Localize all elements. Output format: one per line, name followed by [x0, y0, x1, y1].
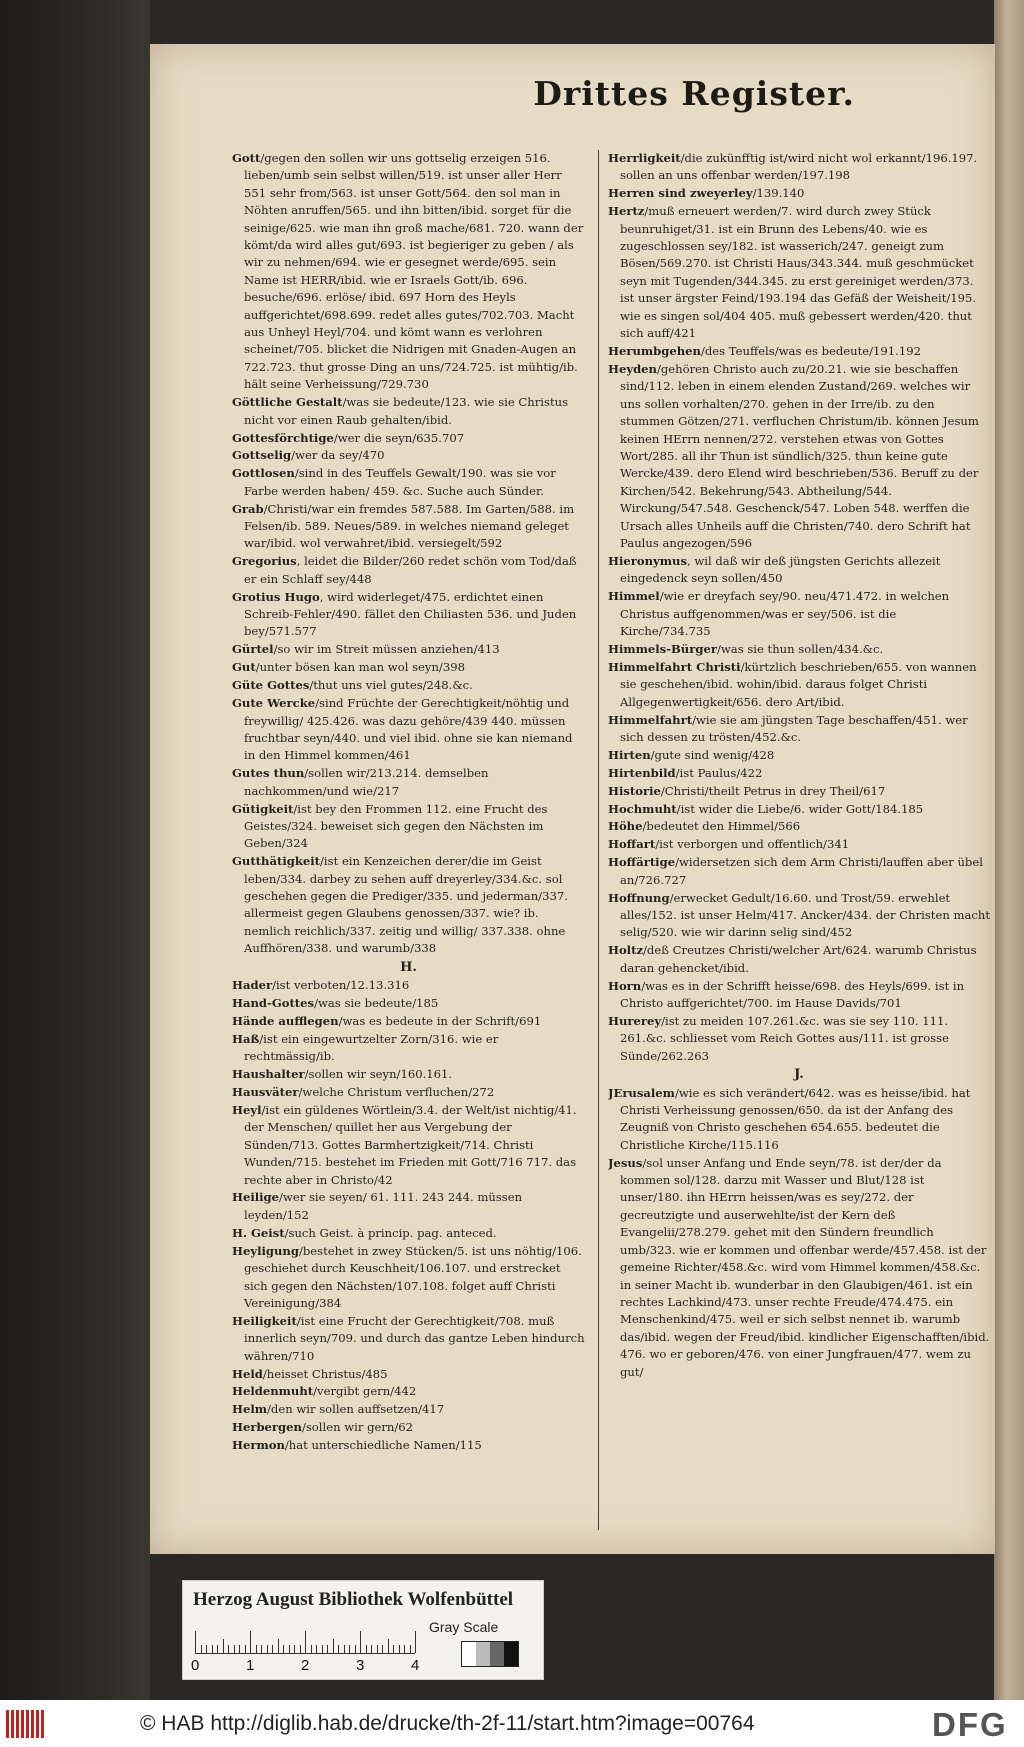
index-entry: Heilige/wer sie seyen/ 61. 111. 243 244. müssen leyden/152: [232, 1190, 523, 1222]
ruler-tick: [212, 1645, 213, 1653]
ruler-tick: [228, 1645, 229, 1653]
book-page: [150, 44, 995, 1554]
index-entry: Gütigkeit/ist bey den Frommen 112. eine Frucht des Geistes/324. beweiset sich gegen den Nächsten im Geben/324: [232, 801, 548, 851]
ruler-tick: [333, 1639, 334, 1653]
ruler-tick: [404, 1645, 405, 1653]
index-entry: Jesus/sol unser Anfang und Ende seyn/78. ist der/der da kommen sol/128. darzu mit Wasser und Blut/128 ist unser/180. ihn HErrn heissen/was es sey/272. der gecreutzigte und auserwehlte/ist der Kern deß Evangelii/278.279. gehet mit den Sündern freundlich umb/323. wie er kommen und offenbar werde/457.458. ist der gemeine Richter/458.&c. wird vom Himmel kommen/458.&c. in seiner Macht ib. wunderbar in den Glaubigen/461. ist ein rechtes Lachkind/473. unser rechte Freude/474.475. ein Menschenkind/475. weil er sich selbst nennet ib. warumb das/ibid. wegen der Freud/ibid. kindlicher Eigenschafften/ibid. 476. wo er geboren/476. von einer Jungfrauen/477. wem zu gut/: [608, 1155, 990, 1379]
entry-headword: Himmelfahrt Christi: [608, 659, 741, 674]
ruler-tick: [267, 1645, 268, 1653]
index-entry: Gutthätigkeit/ist ein Kenzeichen derer/die im Geist leben/334. darbey zu sehen auff dreyerley/334.&c. sol geschehen gegen die Prediger/335. und jederman/337. allermeist gegen Glaubens genossen/337. wie? ib. nemlich reichlich/337. zeitig und willig/ 337.338. ohne Auffhören/338. und warumb/338: [232, 854, 568, 956]
entry-headword: Haß: [232, 1031, 260, 1046]
ruler-tick: [201, 1645, 202, 1653]
ruler-tick: [366, 1645, 367, 1653]
ruler-tick: [393, 1645, 394, 1653]
index-entry: Hader/ist verboten/12.13.316: [232, 978, 410, 993]
index-entry: Himmelfahrt/wie sie am jüngsten Tage beschaffen/451. wer sich dessen zu trösten/452.&c.: [608, 712, 968, 744]
index-entry: Heiligkeit/ist eine Frucht der Gerechtigkeit/708. muß innerlich seyn/709. und durch das gantze Leben hindurch währen/710: [232, 1313, 585, 1363]
index-entry: Gürtel/so wir im Streit müssen anziehen/413: [232, 642, 500, 657]
dfg-logo: DFG: [932, 1706, 1008, 1743]
entry-headword: Gute Wercke: [232, 696, 316, 711]
entry-headword: Gottlosen: [232, 466, 295, 481]
index-entry: Hand-Gottes/was sie bedeute/185: [232, 996, 439, 1010]
column-divider: [598, 150, 599, 1530]
scan-background-left: [0, 0, 150, 1700]
index-entry: Herbergen/sollen wir gern/62: [232, 1420, 414, 1435]
index-entry: Höhe/bedeutet den Himmel/566: [608, 819, 801, 834]
entry-headword: Jesus: [608, 1155, 643, 1170]
section-letter: H.: [400, 959, 417, 975]
entry-headword: Himmelfahrt: [608, 712, 693, 727]
entry-headword: Güte Gottes: [232, 678, 310, 693]
ruler-tick: [300, 1645, 301, 1653]
ruler-tick: [382, 1645, 383, 1653]
index-entry: Himmel/wie er dreyfach sey/90. neu/471.472. in welchen Christus auffgenommen/was er sey/506. ist die Kirche/734.735: [608, 589, 950, 638]
ruler-tick: [294, 1645, 295, 1653]
ruler-tick: [371, 1645, 372, 1653]
index-entry: Göttliche Gestalt/was sie bedeute/123. wie sie Christus nicht vor einen Raub gehalten/ibid.: [232, 395, 569, 427]
entry-headword: Hirten: [608, 747, 651, 762]
entry-headword: Hurerey: [608, 1013, 662, 1028]
entry-headword: Gürtel: [232, 642, 274, 657]
index-entry: Horn/was es in der Schrifft heisse/698. des Heyls/699. ist in Christo auffgerichtet/700. im Hause Davids/701: [608, 978, 965, 1010]
entry-headword: Hände aufflegen: [232, 1013, 339, 1028]
index-entry: Gute Wercke/sind Früchte der Gerechtigkeit/nöhtig und freywillig/ 425.426. was dazu gehöre/439 440. müssen fruchtbar seyn/440. und viel ibid. ohne sie kan niemand in den Himmel kommen/461: [232, 696, 573, 763]
entry-headword: Hader: [232, 978, 273, 993]
ruler-tick: [217, 1645, 218, 1653]
index-entry: Herren sind zweyerley/139.140: [608, 186, 805, 201]
index-entry: Held/heisset Christus/485: [232, 1366, 388, 1381]
index-entry: Heyligung/bestehet in zwey Stücken/5. ist uns nöhtig/106. geschiehet durch Keuschheit/106.107. und erstrecket sich gegen den Nächsten/107.108. folget auff Christi Vereinigung/384: [232, 1243, 582, 1310]
index-entry: Gott/gegen den sollen wir uns gottselig erzeigen 516. lieben/umb sein selbst willen/519. ist unser aller Herr 551 sehr from/563. ist unser Gott/564. den sol man in Nöhten anruffen/565. und ihn bitten/ibid. sorget für die seinige/625. wie man ihn groß mache/681. 720. wann der kömt/da wird alles gut/693. ist begieriger zu geben / als wir zu nehmen/694. wie er gesegnet werde/695. sein Name ist HERR/ibid. wie er Israels Gott/ib. 696. besuche/696. erlöse/ ibid. 697 Horn des Heyls auffgerichtet/698.699. redet alles gutes/702.703. Macht aus Unheyl Heyl/704. und kömt wann es verlohren scheinet/705. blicket die Nidrigen mit Gnaden-Augen an 722.723. thut grosse Ding an uns/724.725. ist mühtig/ib. hält seine Verheissung/729.730: [232, 151, 584, 392]
stamp-title: Herzog August Bibliothek Wolfenbüttel: [193, 1589, 514, 1610]
index-entry: JErusalem/wie es sich verändert/642. was es heisse/ibid. hat Christi Verheissung genossen/650. da ist der Anfang des Zeugniß von Christo geschehen 654.655. bedeutet die Christliche Kirche/115.116: [608, 1085, 971, 1152]
hab-logo-icon: [6, 1710, 46, 1738]
ruler-tick: [415, 1631, 416, 1653]
ruler-tick: [305, 1631, 306, 1653]
ruler-tick: [289, 1645, 290, 1653]
index-entry: Hoffärtige/widersetzen sich dem Arm Christi/lauffen aber übel an/726.727: [608, 855, 983, 887]
ruler-tick: [261, 1645, 262, 1653]
ruler-tick: [239, 1645, 240, 1653]
entry-headword: Gutthätigkeit: [232, 854, 321, 869]
index-entry: Hertz/muß erneuert werden/7. wird durch zwey Stück beunruhiget/31. ist ein Brunn des Lebens/40. wie es zugeschlossen sey/182. ist wasserich/247. geneigt zum Bösen/569.270. ist Christi Haus/343.344. muß geschmücket seyn mit Tugenden/344.345. zu erst gereiniget werden/373. ist unser ärgster Feind/193.194 das Gefäß der Weisheit/195. wie es singen sol/404 405. muß gebessert werden/420. thut sich auff/421: [608, 204, 977, 341]
entry-headword: Helm: [232, 1402, 268, 1417]
ruler-tick: [360, 1631, 361, 1653]
index-entry: Hoffnung/erwecket Gedult/16.60. und Trost/59. erwehlet alles/152. ist unser Helm/417. Ancker/434. der Christen macht selig/520. wie wir darinn selig sind/452: [608, 890, 990, 940]
index-entry: Helm/den wir sollen auffsetzen/417: [232, 1402, 445, 1417]
scale-number: 2: [301, 1657, 310, 1674]
entry-headword: Hieronymus: [608, 553, 687, 568]
entry-headword: Horn: [608, 978, 642, 993]
ruler-tick: [316, 1645, 317, 1653]
entry-headword: Heldenmuht: [232, 1384, 314, 1399]
index-entry: Hermon/hat unterschiedliche Namen/115: [232, 1438, 482, 1453]
entry-headword: Höhe: [608, 819, 643, 834]
scale-number: 3: [356, 1657, 365, 1674]
index-entry: Hochmuht/ist wider die Liebe/6. wider Gott/184.185: [608, 801, 924, 816]
entry-headword: Hand-Gottes: [232, 996, 315, 1010]
ruler-tick: [195, 1631, 196, 1653]
ruler-tick: [206, 1645, 207, 1653]
entry-headword: Hoffnung: [608, 890, 670, 905]
index-entry: Haß/ist ein eingewurtzelter Zorn/316. wie er rechtmässig/ib.: [232, 1031, 499, 1064]
footer-bar: [0, 1700, 1024, 1747]
index-entry: Hirten/gute sind wenig/428: [608, 747, 775, 762]
entry-headword: Gut: [232, 660, 256, 675]
entry-headword: Herbergen: [232, 1420, 302, 1435]
entry-headword: Grab: [232, 501, 264, 516]
ruler-tick: [355, 1645, 356, 1653]
ruler-tick: [283, 1645, 284, 1653]
entry-headword: Gottselig: [232, 448, 292, 463]
ruler-tick: [349, 1645, 350, 1653]
index-entry: Herumbgehen/des Teuffels/was es bedeute/191.192: [608, 343, 921, 358]
entry-headword: Hochmuht: [608, 801, 677, 816]
entry-headword: Himmels-Bürger: [608, 641, 717, 656]
section-letter: J.: [794, 1067, 804, 1083]
entry-headword: Gott: [232, 151, 261, 165]
index-entry: Hände aufflegen/was es bedeute in der Schrift/691: [232, 1013, 542, 1028]
entry-headword: Heilige: [232, 1190, 280, 1205]
index-entry: Heyden/gehören Christo auch zu/20.21. wie sie beschaffen sind/112. leben in einem elenden Zustand/269. welches wir uns sollen vorhalten/270. gehen in der Irre/ib. zu den stummen Götzen/271. verfluchen Christum/ib. können Jesum keinen HErrn nennen/272. verstehen etwas von Gottes Wort/285. all ihr Thun ist sündlich/325. thun keine gute Wercke/439. dero Elend wird beschrieben/536. Beruff zu der Kirchen/542. Bekehrung/543. Abtheilung/544. Wirckung/547.548. Geschenck/547. Loben 548. werffen die Ursach alles Unheils auff die Christen/740. dero Schrift hat Paulus angezogen/596: [608, 361, 979, 550]
index-entry: Gottlosen/sind in des Teuffels Gewalt/190. was sie vor Farbe werden haben/ 459. &c. Suche auch Sünder.: [232, 466, 556, 498]
ruler-tick: [234, 1645, 235, 1653]
ruler-tick: [388, 1639, 389, 1653]
index-entry: Heyl/ist ein güldenes Wörtlein/3.4. der Welt/ist nichtig/41. der Menschen/ quillet her aus Vergebung der Sünden/713. Gottes Barmhertzigkeit/714. Christi Wunden/715. bestehet im Frieden mit Gott/716 717. das rechte aber in Christo/42: [232, 1102, 577, 1187]
gray-scale-swatch: [461, 1641, 519, 1667]
index-entry: Himmels-Bürger/was sie thun sollen/434.&c.: [608, 641, 884, 656]
scale-number: 1: [246, 1657, 255, 1674]
entry-headword: JErusalem: [608, 1085, 675, 1100]
entry-headword: Heiligkeit: [232, 1313, 297, 1328]
entry-headword: Grotius Hugo: [232, 589, 320, 604]
index-entry: Gut/unter bösen kan man wol seyn/398: [232, 660, 465, 675]
ruler-tick: [223, 1639, 224, 1653]
entry-headword: Herumbgehen: [608, 343, 701, 358]
entry-headword: Hirtenbild: [608, 765, 676, 780]
ruler-tick: [250, 1631, 251, 1653]
index-entry: Holtz/deß Creutzes Christi/welcher Art/624. warumb Christus daran gehencket/ibid.: [608, 943, 977, 975]
entry-headword: Heyligung: [232, 1243, 299, 1258]
entry-headword: Holtz: [608, 943, 644, 958]
ruler-tick: [344, 1645, 345, 1653]
entry-headword: Hermon: [232, 1438, 285, 1453]
index-entry: Hieronymus, wil daß wir deß jüngsten Gerichts allezeit eingedenck seyn sollen/450: [608, 553, 941, 586]
entry-headword: Gutes thun: [232, 766, 305, 781]
index-entry: Hirtenbild/ist Paulus/422: [608, 765, 763, 780]
entry-headword: Hoffärtige: [608, 855, 676, 870]
index-entry: Herrligkeit/die zukünfftig ist/wird nicht wol erkannt/196.197. sollen an uns offenbar werden/197.198: [608, 151, 978, 183]
index-entry: Hoffart/ist verborgen und offentlich/341: [608, 837, 850, 852]
ruler-tick: [272, 1645, 273, 1653]
entry-headword: Herrligkeit: [608, 151, 681, 165]
ruler-tick: [377, 1645, 378, 1653]
index-entry: Haushalter/sollen wir seyn/160.161.: [232, 1067, 453, 1082]
index-entry: Gottesförchtige/wer die seyn/635.707: [232, 430, 465, 445]
ruler-tick: [410, 1645, 411, 1653]
entry-headword: Gottesförchtige: [232, 430, 334, 445]
ruler-tick: [338, 1645, 339, 1653]
scale-ruler: [195, 1623, 415, 1654]
index-entry: Hausväter/welche Christum verfluchen/272: [232, 1085, 495, 1100]
ruler-tick: [311, 1645, 312, 1653]
entry-headword: Herren sind zweyerley: [608, 186, 753, 201]
entry-headword: Hertz: [608, 204, 645, 219]
entry-headword: Hausväter: [232, 1085, 299, 1100]
index-entry: Heldenmuht/vergibt gern/442: [232, 1384, 417, 1399]
entry-headword: Himmel: [608, 589, 660, 604]
footer-source-link[interactable]: © HAB http://diglib.hab.de/drucke/th-2f-11/start.htm?image=00764: [140, 1712, 755, 1735]
index-entry: Historie/Christi/theilt Petrus in drey Theil/617: [608, 783, 886, 798]
entry-headword: Gütigkeit: [232, 801, 294, 816]
scale-number: 0: [191, 1657, 200, 1674]
entry-headword: Historie: [608, 783, 661, 798]
ruler-tick: [278, 1639, 279, 1653]
index-entry: Güte Gottes/thut uns viel gutes/248.&c.: [232, 678, 473, 693]
index-entry: H. Geist/such Geist. à princip. pag. anteced.: [232, 1225, 497, 1240]
gray-scale-label: Gray Scale: [429, 1619, 499, 1635]
index-entry: Grab/Christi/war ein fremdes 587.588. Im Garten/588. im Felsen/ib. 589. Neues/589. in welches niemand geleget war/ibid. wol verwahret/ibid. versiegelt/592: [232, 501, 575, 551]
ruler-tick: [399, 1645, 400, 1653]
library-stamp: [182, 1580, 544, 1680]
ruler-tick: [245, 1645, 246, 1653]
index-entry: Grotius Hugo, wird widerleget/475. erdichtet einen Schreib-Fehler/490. fället den Chiliasten 536. und Juden bey/571.577: [232, 589, 577, 639]
index-entry: Gregorius, leidet die Bilder/260 redet schön vom Tod/daß er ein Schlaff sey/448: [232, 554, 577, 586]
ruler-tick: [256, 1645, 257, 1653]
entry-headword: Heyl: [232, 1102, 262, 1117]
scale-number: 4: [411, 1657, 420, 1674]
entry-headword: Haushalter: [232, 1067, 305, 1082]
page-header: Drittes Register.: [533, 74, 855, 113]
entry-headword: Heyden: [608, 361, 657, 376]
entry-headword: Held: [232, 1366, 263, 1381]
entry-headword: Hoffart: [608, 837, 656, 852]
index-entry: Gottselig/wer da sey/470: [232, 448, 385, 463]
index-entry: Hurerey/ist zu meiden 107.261.&c. was sie sey 110. 111. 261.&c. schliesset vom Reich Gottes aus/111. ist grosse Sünde/262.263: [608, 1013, 949, 1063]
entry-headword: H. Geist: [232, 1225, 285, 1240]
index-entry: Himmelfahrt Christi/kürtzlich beschrieben/655. von wannen sie geschehen/ibid. wohin/ibid. daraus folget Christi Allgegenwertigkeit/656. dero Art/ibid.: [608, 659, 977, 709]
entry-headword: Gregorius: [232, 554, 297, 569]
ruler-tick: [322, 1645, 323, 1653]
right-column: [608, 150, 990, 1381]
entry-headword: Göttliche Gestalt: [232, 395, 343, 410]
index-entry: Gutes thun/sollen wir/213.214. demselben nachkommen/und wie/217: [232, 766, 489, 798]
ruler-tick: [327, 1645, 328, 1653]
left-column: [232, 150, 585, 1455]
scan-background-right: [994, 0, 1024, 1700]
